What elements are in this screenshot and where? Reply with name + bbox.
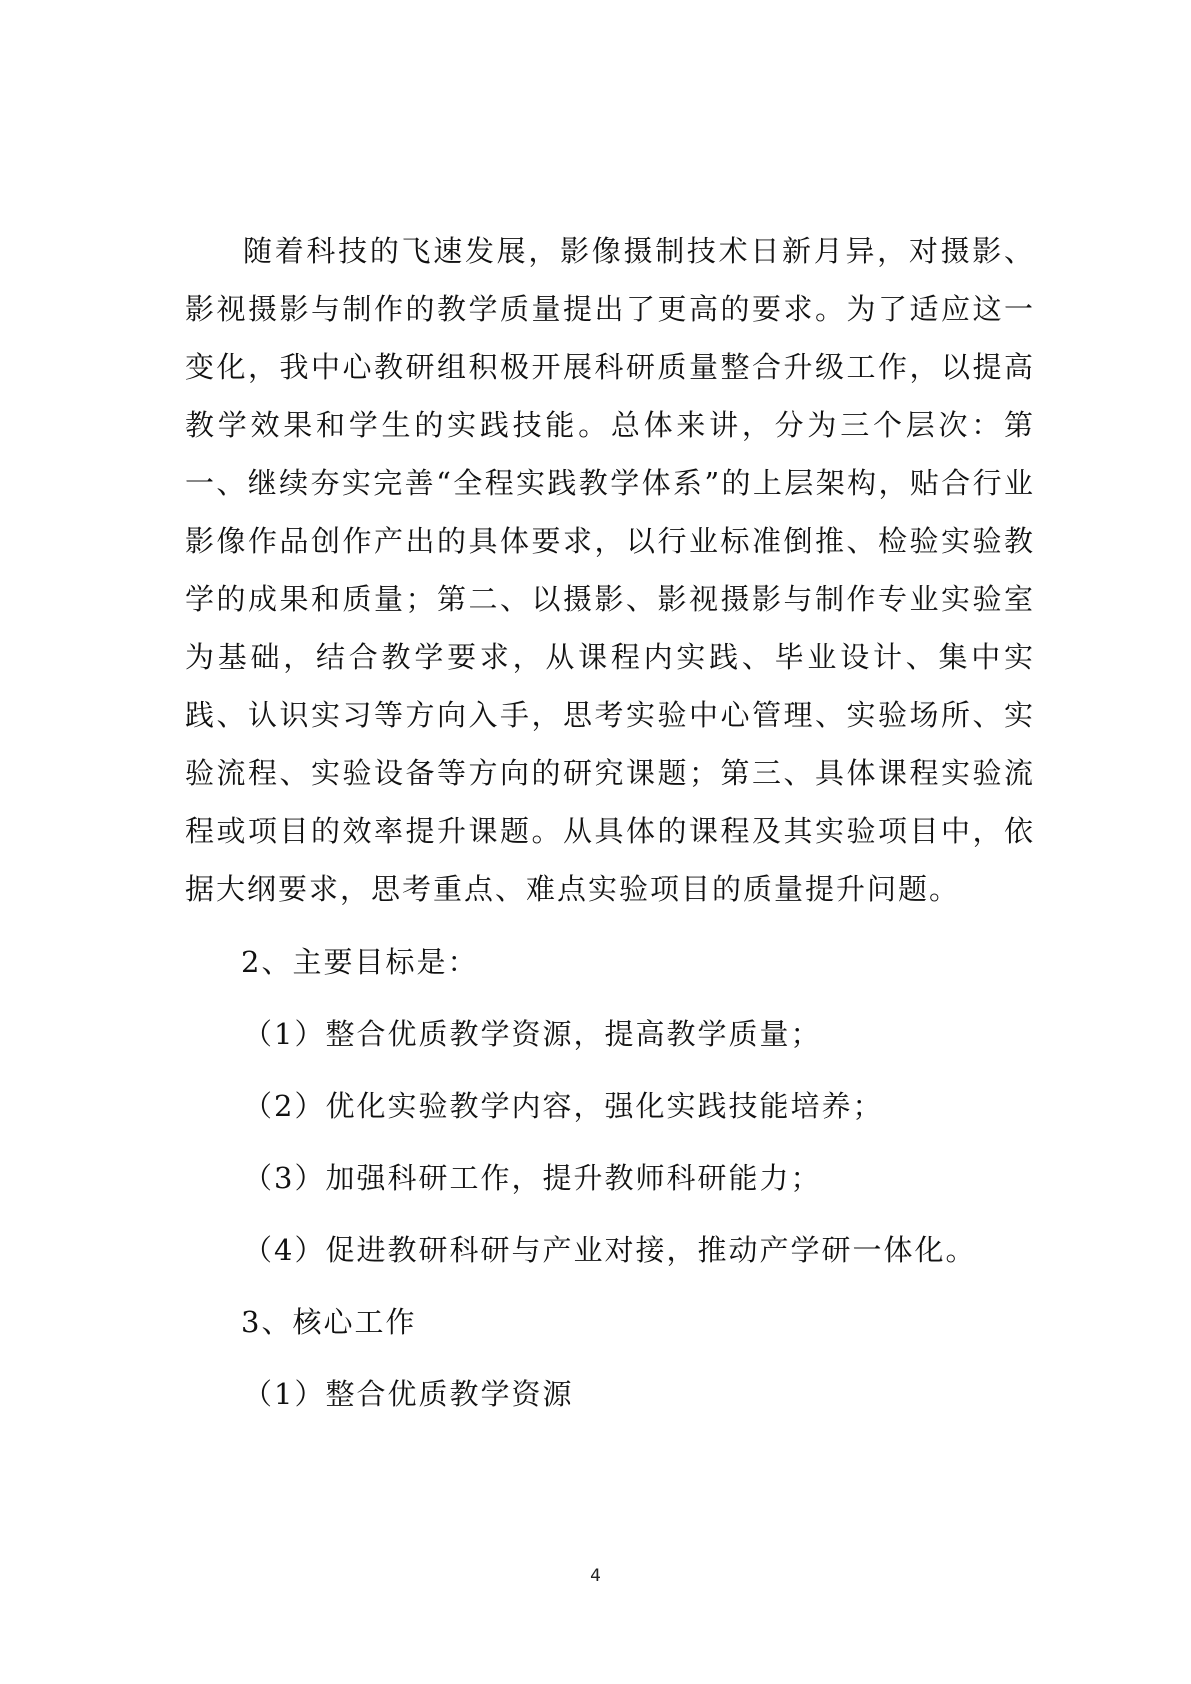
section-3-heading: 3、核心工作: [241, 1305, 417, 1339]
goal-item-2: （2）优化实验教学内容，强化实践技能培养；: [243, 1089, 884, 1123]
document-body: [185, 222, 1035, 1430]
goal-item-1: （1）整合优质教学资源，提高教学质量；: [243, 1017, 822, 1051]
section-2-heading: 2、主要目标是：: [241, 945, 479, 979]
intro-paragraph: 随着科技的飞速发展，影像摄制技术日新月异，对摄影、影视摄影与制作的教学质量提出了更高的要求。为了适应这一变化，我中心教研组积极开展科研质量整合升级工作，以提高教学效果和学生的实践技能。总体来讲，分为三个层次：第一、继续夯实完善“全程实践教学体系”的上层架构，贴合行业影像作品创作产出的具体要求，以行业标准倒推、检验实验教学的成果和质量；第二、以摄影、影视摄影与制作专业实验室为基础，结合教学要求，从课程内实践、毕业设计、集中实践、认识实习等方向入手，思考实验中心管理、实验场所、实验流程、实验设备等方向的研究课题；第三、具体课程实验流程或项目的效率提升课题。从具体的课程及其实验项目中，依据大纲要求，思考重点、难点实验项目的质量提升问题。: [185, 234, 1035, 906]
goal-item-4: （4）促进教研科研与产业对接，推动产学研一体化。: [243, 1233, 977, 1267]
core-work-item-1: （1）整合优质教学资源: [243, 1377, 574, 1411]
goal-item-3: （3）加强科研工作，提升教师科研能力；: [243, 1161, 822, 1195]
page-number: 4: [590, 1566, 601, 1586]
